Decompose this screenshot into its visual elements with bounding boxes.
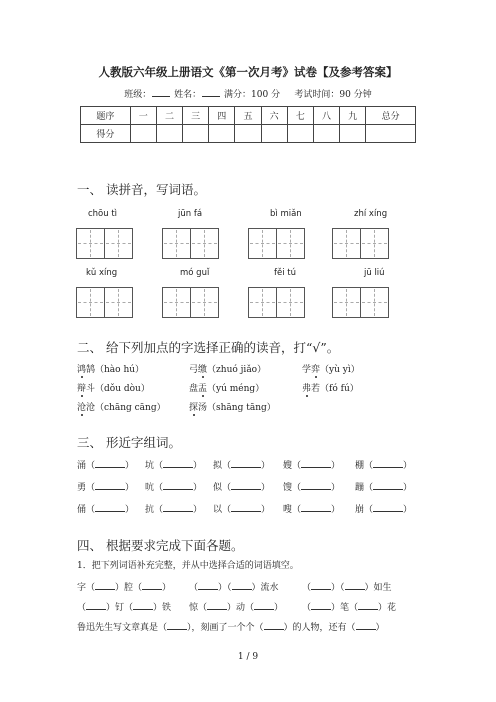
score-row-label: 得分: [81, 125, 131, 143]
class-blank[interactable]: [152, 87, 170, 97]
idiom-item: 字（ ）腔（ ）: [77, 583, 172, 593]
reading-item: 学弈（yù yì）: [302, 365, 360, 375]
answer-blank[interactable]: [95, 503, 125, 512]
answer-blank[interactable]: [207, 601, 227, 610]
reading-item: 探汤（shāng tāng）: [189, 403, 276, 413]
word-group-item: 馊（ ）: [283, 483, 341, 493]
answer-blank[interactable]: [373, 481, 403, 490]
document-title: 人教版六年级上册语文《第一次月考》试卷【及参考答案】: [98, 65, 398, 79]
score-cell[interactable]: [130, 125, 156, 143]
answer-blank[interactable]: [301, 503, 331, 512]
idiom-item: （ ）钉（ ）铁: [77, 603, 172, 613]
writing-box[interactable]: [332, 228, 389, 259]
writing-box[interactable]: [76, 287, 133, 318]
score-value-row: [81, 125, 416, 143]
answer-blank[interactable]: [231, 459, 261, 468]
reading-item: 鸿鹄（hào hú）: [77, 365, 145, 375]
score-cell[interactable]: [235, 125, 261, 143]
pinyin-label: jūn fá: [178, 209, 203, 219]
answer-blank[interactable]: [95, 481, 125, 490]
reading-item: 辩斗（dǒu dòu）: [77, 384, 150, 394]
fill-sentence: 鲁迅先生写文章真是（ ），刻画了一个个（ ）的人物，还有（ ）: [77, 623, 385, 633]
reading-item: 弗若（fó fú）: [302, 384, 359, 394]
word-group-item: 以（ ）: [213, 505, 271, 515]
idiom-item: （ ）（ ）流水: [189, 583, 279, 593]
score-header-cell: 九: [340, 107, 366, 125]
word-group-item: 吭（ ）: [145, 483, 203, 493]
score-header-cell: 四: [209, 107, 235, 125]
idiom-item: （ ）（ ）如生: [302, 583, 392, 593]
name-label: 姓名：: [174, 90, 202, 100]
reading-item: 盘盂（yú méng）: [189, 384, 265, 394]
answer-blank[interactable]: [86, 601, 106, 610]
writing-box[interactable]: [248, 287, 305, 318]
reading-item: 沧沧（chāng cāng）: [77, 403, 166, 413]
writing-box[interactable]: [332, 287, 389, 318]
answer-blank[interactable]: [163, 503, 193, 512]
pinyin-label: mó guǐ: [180, 268, 210, 278]
answer-blank[interactable]: [95, 459, 125, 468]
answer-blank[interactable]: [167, 621, 187, 630]
writing-box[interactable]: [162, 287, 219, 318]
exam-info: [0, 87, 496, 100]
answer-blank[interactable]: [231, 481, 261, 490]
answer-blank[interactable]: [373, 459, 403, 468]
answer-blank[interactable]: [345, 581, 365, 590]
pinyin-label: kǔ xíng: [86, 268, 118, 278]
score-header-cell: 六: [261, 107, 287, 125]
answer-blank[interactable]: [358, 601, 378, 610]
word-group-item: 拟（ ）: [213, 461, 271, 471]
reading-item: 弓缴（zhuó jiǎo）: [189, 365, 267, 375]
section3-heading: 三、 形近字组词。: [77, 435, 181, 450]
answer-blank[interactable]: [301, 481, 331, 490]
score-cell[interactable]: [261, 125, 287, 143]
name-blank[interactable]: [202, 87, 220, 97]
writing-box[interactable]: [76, 228, 133, 259]
score-cell[interactable]: [287, 125, 313, 143]
answer-blank[interactable]: [232, 581, 252, 590]
pinyin-label: chōu tì: [88, 209, 118, 219]
answer-blank[interactable]: [254, 601, 274, 610]
full-score: 满分：100 分: [224, 90, 281, 100]
pinyin-label: bì miǎn: [270, 209, 302, 219]
word-group-item: 似（ ）: [213, 483, 271, 493]
answer-blank[interactable]: [264, 621, 284, 630]
score-header-cell: 七: [287, 107, 313, 125]
pinyin-label: fěi tú: [274, 268, 297, 278]
word-group-item: 抗（ ）: [145, 505, 203, 515]
answer-blank[interactable]: [311, 601, 331, 610]
word-group-item: 俑（ ）: [77, 505, 135, 515]
section4-heading: 四、 根据要求完成下面各题。: [77, 538, 244, 553]
word-group-item: 涌（ ）: [77, 461, 135, 471]
answer-blank[interactable]: [95, 581, 115, 590]
section1-heading: 一、 读拼音，写词语。: [77, 182, 206, 197]
score-cell[interactable]: [366, 125, 416, 143]
score-header-cell: 总分: [366, 107, 416, 125]
question-1: 1．把下列词语补充完整，并从中选择合适的词语填空。: [77, 561, 299, 571]
answer-blank[interactable]: [133, 601, 153, 610]
word-group-item: 崩（ ）: [355, 505, 413, 515]
word-group-item: 嫂（ ）: [283, 461, 341, 471]
idiom-item: （ ）笔（ ）花: [302, 603, 397, 613]
writing-box[interactable]: [248, 228, 305, 259]
word-group-item: 勇（ ）: [77, 483, 135, 493]
answer-blank[interactable]: [231, 503, 261, 512]
answer-blank[interactable]: [142, 581, 162, 590]
class-label: 班级：: [124, 90, 152, 100]
idiom-item: 惊（ ）动（ ）: [189, 603, 284, 613]
score-cell[interactable]: [209, 125, 235, 143]
answer-blank[interactable]: [301, 459, 331, 468]
score-header-cell: 五: [235, 107, 261, 125]
score-header-row: [81, 107, 416, 125]
word-group-item: 坑（ ）: [145, 461, 203, 471]
answer-blank[interactable]: [356, 621, 376, 630]
score-cell[interactable]: [313, 125, 339, 143]
score-header-cell: 一: [130, 107, 156, 125]
word-group-item: 蹦（ ）: [355, 483, 413, 493]
writing-box[interactable]: [162, 228, 219, 259]
pinyin-label: jū liú: [364, 268, 385, 278]
answer-blank[interactable]: [163, 481, 193, 490]
pinyin-label: zhí xíng: [354, 209, 388, 219]
word-group-item: 棚（ ）: [355, 461, 413, 471]
exam-time: 考试时间：90 分钟: [294, 90, 372, 100]
score-cell[interactable]: [156, 125, 182, 143]
page-number: 1 / 9: [237, 652, 259, 662]
score-table: [80, 106, 416, 143]
score-cell[interactable]: [340, 125, 366, 143]
section2-heading: 二、 给下列加点的字选择正确的读音，打“√”。: [77, 340, 340, 355]
word-group-item: 嗖（ ）: [283, 505, 341, 515]
score-header-cell: 三: [183, 107, 209, 125]
score-header-cell: 八: [313, 107, 339, 125]
answer-blank[interactable]: [198, 581, 218, 590]
answer-blank[interactable]: [311, 581, 331, 590]
score-header-cell: 二: [156, 107, 182, 125]
answer-blank[interactable]: [373, 503, 403, 512]
answer-blank[interactable]: [163, 459, 193, 468]
score-cell[interactable]: [183, 125, 209, 143]
score-header-cell: 题序: [81, 107, 131, 125]
